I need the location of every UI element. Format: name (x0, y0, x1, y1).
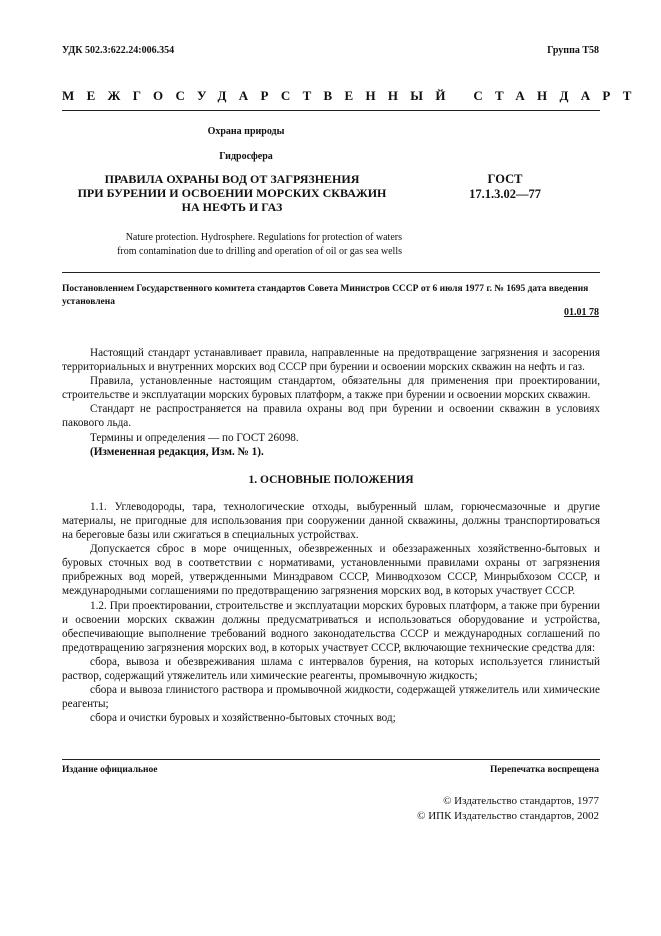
paragraph: Термины и определения — по ГОСТ 26098. (90, 431, 299, 444)
paragraph: 1.1. Углеводороды, тара, технологические отходы, выбуренный шлам, горючесмазочные и другие материалы, не пригодные для использования при сооружении данной скважины, должны транспортироваться на береговые базы или сжигаться в специальных устройствах. (62, 500, 600, 542)
reprint-prohibited-label: Перепечатка воспрещена (489, 765, 599, 775)
english-title-line: Nature protection. Hydrosphere. Regulations for protection of waters (125, 232, 402, 243)
gost-number: 17.1.3.02—77 (469, 187, 541, 201)
subcategory-title: Гидросфера (219, 151, 273, 162)
document-body (62, 346, 600, 725)
decree-text: Постановлением Государственного комитета стандартов Совета Министров СССР от 6 июля 1977 г. № 1695 дата введения установлена (62, 284, 589, 307)
document-title-line: ПРИ БУРЕНИИ И ОСВОЕНИИ МОРСКИХ СКВАЖИН (77, 186, 387, 200)
introduction-date: 01.01 78 (564, 307, 599, 318)
group-code: Группа Т58 (547, 45, 599, 56)
udk-code: УДК 502.3:622.24:006.354 (62, 45, 175, 56)
title-divider (62, 272, 600, 273)
amendment-note: (Измененная редакция, Изм. № 1). (90, 445, 264, 458)
paragraph: Правила, установленные настоящим стандартом, обязательны для применения при проектировании, строительстве и эксплуатации морских буровых платформ, а также при бурении и освоении морских скважин. (62, 375, 600, 402)
official-edition-label: Издание официальное (62, 765, 158, 775)
paragraph: Настоящий стандарт устанавливает правила, направленные на предотвращение загрязнения и засорения территориальных и внутренних морских вод СССР при бурении и освоении морских скважин на нефть и газ. (62, 347, 600, 374)
header-divider (62, 110, 600, 111)
section-heading: 1. ОСНОВНЫЕ ПОЛОЖЕНИЯ (248, 473, 414, 486)
document-title-line: ПРАВИЛА ОХРАНЫ ВОД ОТ ЗАГРЯЗНЕНИЯ (104, 172, 360, 186)
interstate-standard-banner: МЕЖГОСУДАРСТВЕННЫЙ СТАНДАРТ (62, 88, 644, 103)
category-title: Охрана природы (207, 126, 285, 137)
paragraph: 1.2. При проектировании, строительстве и эксплуатации морских буровых платформ, а также при бурении и освоении морских скважин должны предусматриваться и использоваться оборудование и устройства, обеспечивающие выполнение требований водного законодательства СССР и международных соглашений по предотвращению загрязнения морских вод, в которых участвует СССР, включающие технические средства для: (62, 599, 600, 654)
paragraph: сбора и очистки буровых и хозяйственно-бытовых сточных вод; (90, 712, 396, 725)
copyright-line: © ИПК Издательство стандартов, 2002 (417, 810, 599, 822)
copyright-line: © Издательство стандартов, 1977 (443, 795, 599, 807)
footer-divider (62, 759, 600, 760)
paragraph: Допускается сброс в море очищенных, обезвреженных и обеззараженных хозяйственно-бытовых и буровых сточных вод в соответствии с нормативами, установленными правилами охраны от загрязнения прибрежных вод морей, утвержденными Минздравом СССР, Минводхозом СССР, Минрыбхозом СССР, и международными соглашениями по предотвращению загрязнения морских вод, в которых участвует СССР. (62, 543, 600, 598)
paragraph: сбора и вывоза глинистого раствора и промывочной жидкости, содержащей утяжелитель или химические реагенты; (62, 684, 600, 711)
english-title-line: from contamination due to drilling and operation of oil or gas sea wells (117, 246, 402, 257)
gost-label: ГОСТ (487, 172, 523, 186)
gost-designation (440, 172, 570, 202)
paragraph: Стандарт не распространяется на правила охраны вод при бурении и освоении скважин в условиях пакового льда. (62, 403, 600, 430)
english-title (62, 231, 402, 259)
document-title-line: НА НЕФТЬ И ГАЗ (181, 200, 283, 214)
document-title (62, 172, 402, 214)
paragraph: сбора, вывоза и обезвреживания шлама с интервалов бурения, на которых используется глинистый раствор, содержащий утяжелитель или химические реагенты, промывочную жидкость; (62, 655, 600, 682)
copyright-block (417, 794, 599, 824)
